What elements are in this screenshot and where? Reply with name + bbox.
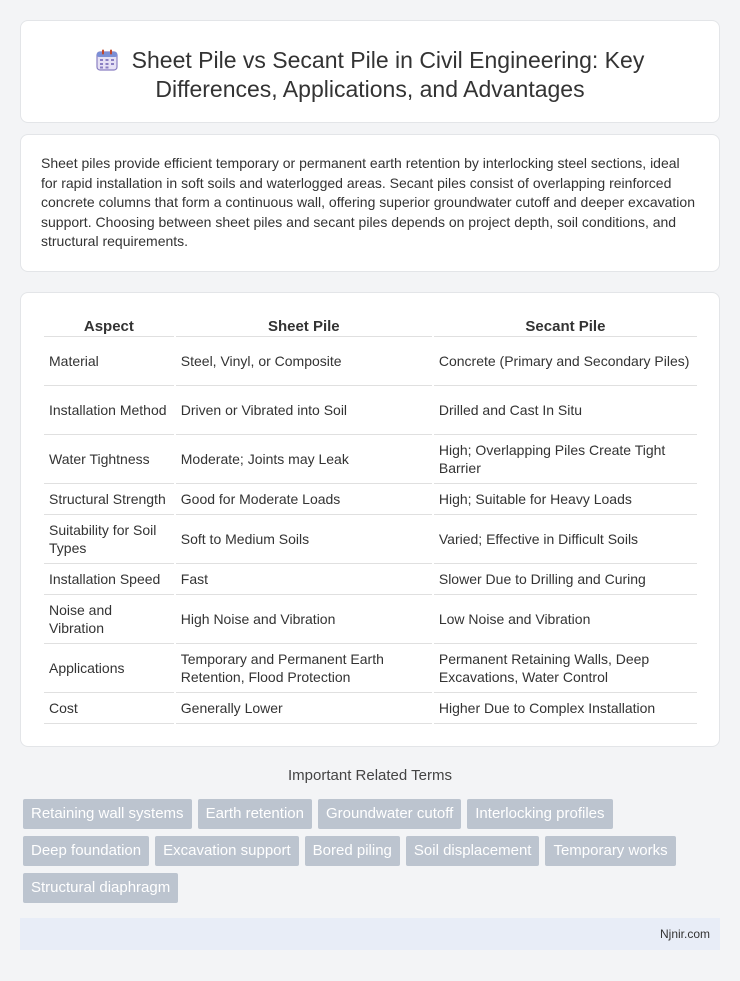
row-sheet-pile: Moderate; Joints may Leak (176, 435, 432, 484)
header-sheet-pile: Sheet Pile (176, 317, 432, 337)
table-row (44, 564, 697, 595)
row-sheet-pile: Fast (176, 564, 432, 595)
table-row (44, 693, 697, 724)
row-secant-pile: High; Suitable for Heavy Loads (434, 484, 697, 515)
title-card (20, 20, 720, 123)
header-aspect: Aspect (44, 317, 174, 337)
related-term-tag[interactable]: Groundwater cutoff (318, 799, 461, 829)
row-secant-pile: Slower Due to Drilling and Curing (434, 564, 697, 595)
row-aspect: Suitability for Soil Types (44, 515, 174, 564)
table-row (44, 435, 697, 484)
title-line-1: Sheet Pile vs Secant Pile in Civil Engineering: Key (131, 47, 645, 73)
title-line-2: Differences, Applications, and Advantages (155, 76, 585, 102)
row-sheet-pile: Temporary and Permanent Earth Retention, Flood Protection (176, 644, 432, 693)
row-aspect: Installation Speed (44, 564, 174, 595)
calendar-icon (96, 49, 118, 71)
row-aspect: Installation Method (44, 386, 174, 435)
table-row (44, 484, 697, 515)
intro-paragraph: Sheet piles provide efficient temporary or permanent earth retention by interlocking steel sections, ideal for rapid installation in soft soils and waterlogged areas. Secant piles consist of overlapping reinforced concrete columns that form a continuous wall, offering superior groundwater cutoff and deeper excavation support. Choosing between sheet piles and secant piles depends on project depth, soil conditions, and structural requirements. (41, 155, 695, 249)
comparison-table (42, 317, 699, 724)
header-secant-pile: Secant Pile (434, 317, 697, 337)
row-sheet-pile: High Noise and Vibration (176, 595, 432, 644)
related-term-tag[interactable]: Retaining wall systems (23, 799, 192, 829)
row-aspect: Material (44, 337, 174, 386)
row-sheet-pile: Driven or Vibrated into Soil (176, 386, 432, 435)
row-secant-pile: Varied; Effective in Difficult Soils (434, 515, 697, 564)
row-secant-pile: High; Overlapping Piles Create Tight Barrier (434, 435, 697, 484)
row-aspect: Structural Strength (44, 484, 174, 515)
table-row (44, 644, 697, 693)
row-secant-pile: Permanent Retaining Walls, Deep Excavations, Water Control (434, 644, 697, 693)
table-row (44, 337, 697, 386)
related-term-tag[interactable]: Excavation support (155, 836, 299, 866)
row-aspect: Noise and Vibration (44, 595, 174, 644)
related-term-tag[interactable]: Soil displacement (406, 836, 540, 866)
row-aspect: Cost (44, 693, 174, 724)
row-sheet-pile: Generally Lower (176, 693, 432, 724)
related-term-tag[interactable]: Deep foundation (23, 836, 149, 866)
footer-site-link[interactable]: Njnir.com (659, 927, 710, 941)
table-row (44, 515, 697, 564)
row-sheet-pile: Steel, Vinyl, or Composite (176, 337, 432, 386)
row-secant-pile: Concrete (Primary and Secondary Piles) (434, 337, 697, 386)
table-row (44, 595, 697, 644)
row-secant-pile: Drilled and Cast In Situ (434, 386, 697, 435)
intro-card (20, 134, 720, 272)
row-sheet-pile: Soft to Medium Soils (176, 515, 432, 564)
table-row (44, 386, 697, 435)
comparison-card (20, 292, 720, 747)
related-terms-list (23, 799, 723, 903)
related-term-tag[interactable]: Temporary works (545, 836, 675, 866)
row-secant-pile: Low Noise and Vibration (434, 595, 697, 644)
related-terms-title: Important Related Terms (288, 767, 452, 784)
related-term-tag[interactable]: Interlocking profiles (467, 799, 612, 829)
related-term-tag[interactable]: Bored piling (305, 836, 400, 866)
related-term-tag[interactable]: Structural diaphragm (23, 873, 178, 903)
row-aspect: Applications (44, 644, 174, 693)
row-aspect: Water Tightness (44, 435, 174, 484)
footer (20, 918, 720, 950)
table-header-row (44, 317, 697, 337)
row-secant-pile: Higher Due to Complex Installation (434, 693, 697, 724)
row-sheet-pile: Good for Moderate Loads (176, 484, 432, 515)
page-title (21, 46, 719, 104)
related-term-tag[interactable]: Earth retention (198, 799, 312, 829)
